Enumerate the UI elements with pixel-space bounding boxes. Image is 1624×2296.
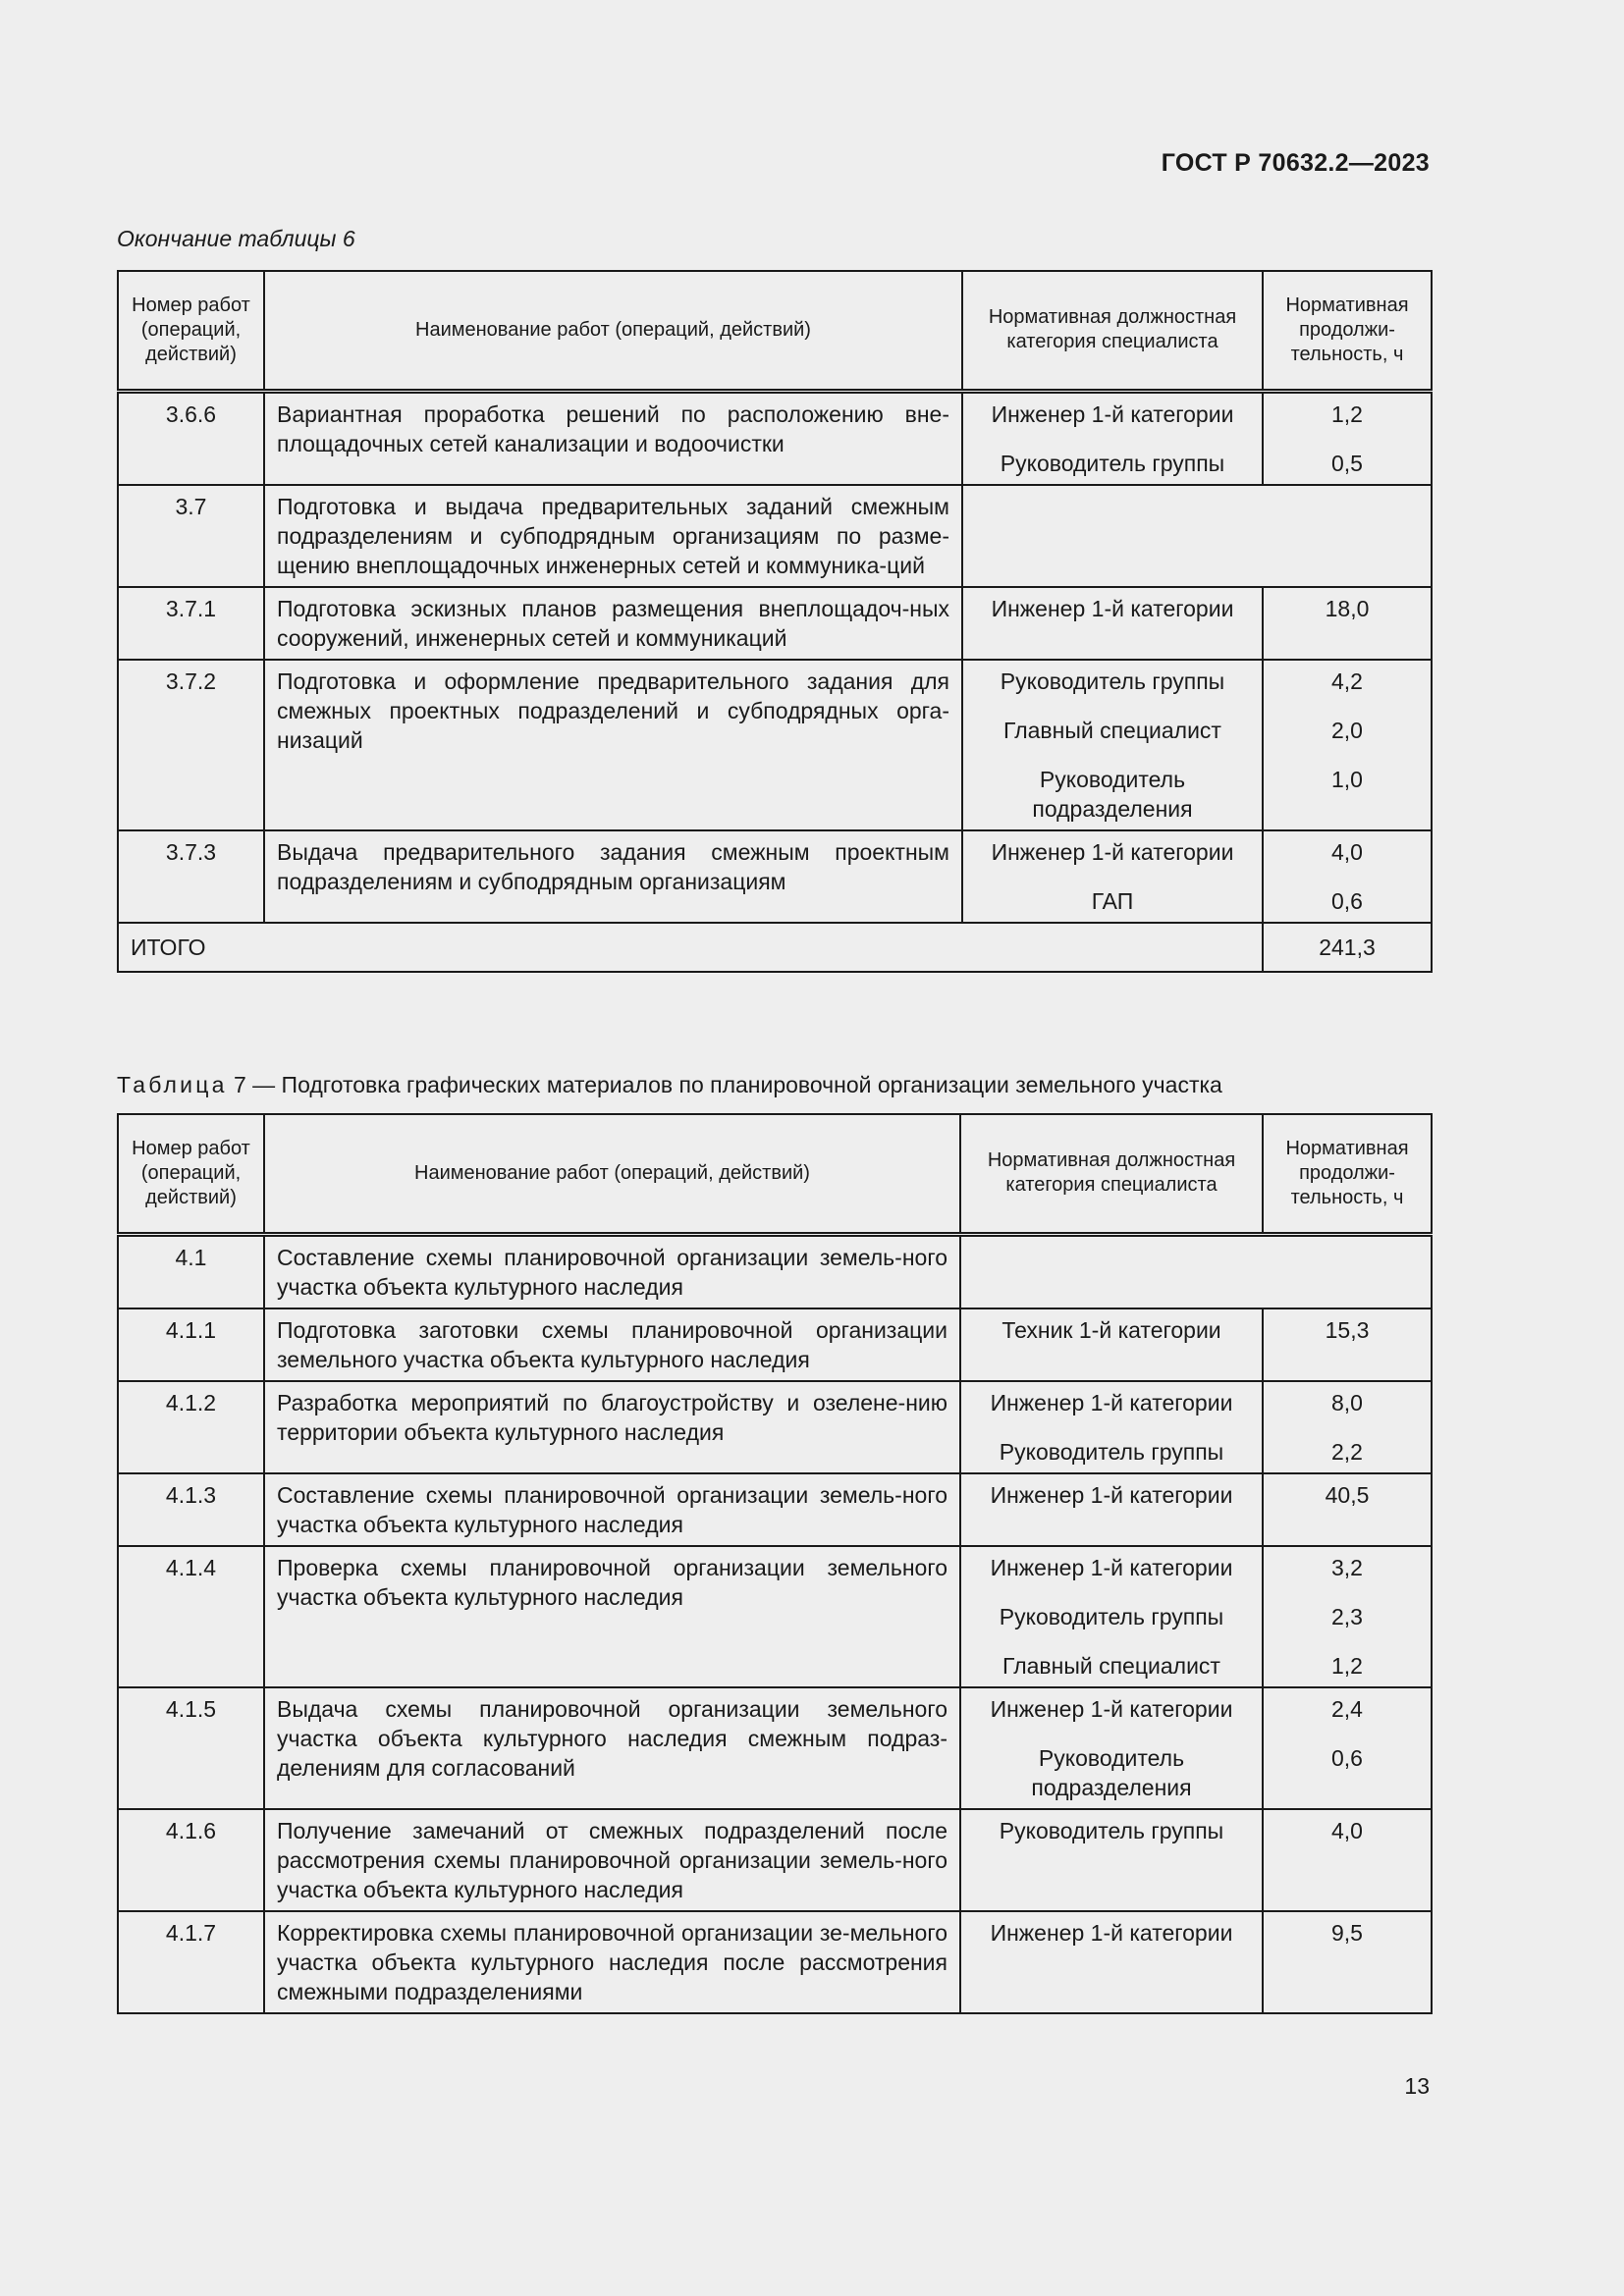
specialist-category: Инженер 1-й категории bbox=[990, 1389, 1233, 1415]
header-name: Наименование работ (операций, действий) bbox=[264, 1114, 960, 1234]
page-number: 13 bbox=[1404, 2073, 1430, 2099]
duration-value: 9,5 bbox=[1331, 1919, 1363, 1946]
work-name: Проверка схемы планировочной организации земельного участка объекта культурного наследия bbox=[264, 1546, 960, 1687]
work-name: Вариантная проработка решений по расположению вне-площадочных сетей канализации и водоочистки bbox=[264, 391, 962, 485]
specialist-category: Инженер 1-й категории bbox=[991, 595, 1234, 621]
specialist-category-cell bbox=[960, 1473, 1263, 1546]
work-number: 4.1.4 bbox=[118, 1546, 264, 1687]
header-num: Номер работ (операций, действий) bbox=[118, 271, 264, 391]
table-row bbox=[118, 1809, 1432, 1911]
specialist-category-cell bbox=[960, 1687, 1263, 1809]
header-name: Наименование работ (операций, действий) bbox=[264, 271, 962, 391]
work-number: 3.7.2 bbox=[118, 660, 264, 830]
table7-body bbox=[118, 1234, 1432, 2013]
total-value: 241,3 bbox=[1263, 923, 1432, 972]
work-name: Выдача схемы планировочной организации земельного участка объекта культурного наследия смежным подраз-делениям для согласований bbox=[264, 1687, 960, 1809]
duration-value: 4,2 bbox=[1331, 667, 1363, 694]
duration-value: 3,2 bbox=[1331, 1554, 1363, 1580]
table7-header-row bbox=[118, 1114, 1432, 1234]
specialist-category: Инженер 1-й категории bbox=[990, 1481, 1233, 1508]
duration-value: 40,5 bbox=[1325, 1481, 1370, 1508]
duration-cell bbox=[1263, 587, 1432, 660]
header-num: Номер работ (операций, действий) bbox=[118, 1114, 264, 1234]
duration-value: 0,5 bbox=[1331, 450, 1363, 476]
empty-cell bbox=[962, 485, 1432, 587]
table7-caption-prefix: Таблица bbox=[117, 1072, 228, 1097]
header-category: Нормативная должностная категория специалиста bbox=[960, 1114, 1263, 1234]
duration-value: 0,6 bbox=[1331, 1744, 1363, 1771]
table-row bbox=[118, 391, 1432, 485]
duration-value: 15,3 bbox=[1325, 1316, 1370, 1343]
table-row bbox=[118, 830, 1432, 923]
work-number: 3.7.1 bbox=[118, 587, 264, 660]
duration-cell bbox=[1263, 391, 1432, 485]
specialist-category: Техник 1-й категории bbox=[1001, 1316, 1221, 1343]
work-name: Разработка мероприятий по благоустройству и озелене-нию территории объекта культурного наследия bbox=[264, 1381, 960, 1473]
empty-cell bbox=[960, 1234, 1432, 1308]
table-row bbox=[118, 660, 1432, 830]
table-row bbox=[118, 485, 1432, 587]
work-number: 3.6.6 bbox=[118, 391, 264, 485]
work-name: Подготовка и оформление предварительного задания для смежных проектных подразделений и субподрядных орга-низаций bbox=[264, 660, 962, 830]
specialist-category: Инженер 1-й категории bbox=[990, 1919, 1233, 1946]
work-number: 4.1.7 bbox=[118, 1911, 264, 2013]
work-name: Выдача предварительного задания смежным проектным подразделениям и субподрядным организациям bbox=[264, 830, 962, 923]
table7 bbox=[117, 1113, 1433, 2014]
work-name: Составление схемы планировочной организации земель-ного участка объекта культурного наследия bbox=[264, 1234, 960, 1308]
table-row bbox=[118, 1308, 1432, 1381]
table-row bbox=[118, 1381, 1432, 1473]
specialist-category: Руководитель группы bbox=[999, 1817, 1224, 1843]
work-name: Составление схемы планировочной организации земель-ного участка объекта культурного наследия bbox=[264, 1473, 960, 1546]
duration-value: 1,2 bbox=[1331, 1652, 1363, 1679]
specialist-category: Инженер 1-й категории bbox=[991, 400, 1234, 427]
specialist-category-cell bbox=[960, 1809, 1263, 1911]
duration-value: 2,2 bbox=[1331, 1438, 1363, 1465]
specialist-category: Главный специалист bbox=[1002, 1652, 1220, 1679]
specialist-category: Инженер 1-й категории bbox=[991, 838, 1234, 865]
duration-cell bbox=[1263, 1809, 1432, 1911]
duration-value: 8,0 bbox=[1331, 1389, 1363, 1415]
specialist-category: Руководитель группы bbox=[999, 1603, 1224, 1629]
duration-cell bbox=[1263, 1473, 1432, 1546]
duration-value: 1,2 bbox=[1331, 400, 1363, 427]
duration-cell bbox=[1263, 1911, 1432, 2013]
table6 bbox=[117, 270, 1433, 973]
work-name: Подготовка заготовки схемы планировочной организации земельного участка объекта культурного наследия bbox=[264, 1308, 960, 1381]
table-row bbox=[118, 1234, 1432, 1308]
specialist-category: ГАП bbox=[1091, 887, 1134, 914]
duration-cell bbox=[1263, 830, 1432, 923]
specialist-category: Инженер 1-й категории bbox=[990, 1695, 1233, 1722]
duration-value: 1,0 bbox=[1331, 766, 1363, 792]
work-number: 4.1.2 bbox=[118, 1381, 264, 1473]
specialist-category-cell bbox=[962, 391, 1263, 485]
duration-value: 2,0 bbox=[1331, 717, 1363, 743]
table-row bbox=[118, 1473, 1432, 1546]
specialist-category-cell bbox=[960, 1381, 1263, 1473]
specialist-category-cell bbox=[962, 587, 1263, 660]
work-name: Подготовка эскизных планов размещения внеплощадоч-ных сооружений, инженерных сетей и коммуникаций bbox=[264, 587, 962, 660]
document-code: ГОСТ Р 70632.2—2023 bbox=[1161, 149, 1430, 177]
work-number: 4.1.6 bbox=[118, 1809, 264, 1911]
table-row bbox=[118, 1546, 1432, 1687]
specialist-category: Руководитель подразделения bbox=[1031, 1744, 1192, 1800]
table6-body bbox=[118, 391, 1432, 923]
work-name: Корректировка схемы планировочной организации зе-мельного участка объекта культурного наследия после рассмотрения смежными подразделениями bbox=[264, 1911, 960, 2013]
work-number: 4.1.5 bbox=[118, 1687, 264, 1809]
specialist-category: Главный специалист bbox=[1003, 717, 1221, 743]
header-duration: Нормативная продолжи-тельность, ч bbox=[1263, 271, 1432, 391]
table6-header-row bbox=[118, 271, 1432, 391]
duration-value: 0,6 bbox=[1331, 887, 1363, 914]
table-row bbox=[118, 587, 1432, 660]
work-number: 4.1.1 bbox=[118, 1308, 264, 1381]
specialist-category: Инженер 1-й категории bbox=[990, 1554, 1233, 1580]
work-number: 3.7.3 bbox=[118, 830, 264, 923]
table7-caption bbox=[117, 1072, 1222, 1098]
duration-cell bbox=[1263, 1308, 1432, 1381]
duration-value: 4,0 bbox=[1331, 838, 1363, 865]
duration-cell bbox=[1263, 1687, 1432, 1809]
specialist-category-cell bbox=[960, 1308, 1263, 1381]
table7-caption-text: 7 — Подготовка графических материалов по планировочной организации земельного участка bbox=[233, 1072, 1222, 1097]
table-row bbox=[118, 1687, 1432, 1809]
total-label: ИТОГО bbox=[118, 923, 1263, 972]
work-name: Получение замечаний от смежных подразделений после рассмотрения схемы планировочной организации земель-ного участка объекта культурного наследия bbox=[264, 1809, 960, 1911]
work-number: 4.1.3 bbox=[118, 1473, 264, 1546]
table-row bbox=[118, 1911, 1432, 2013]
specialist-category: Руководитель группы bbox=[1000, 450, 1225, 476]
duration-value: 4,0 bbox=[1331, 1817, 1363, 1843]
specialist-category: Руководитель группы bbox=[1000, 667, 1225, 694]
duration-cell bbox=[1263, 1381, 1432, 1473]
specialist-category-cell bbox=[960, 1911, 1263, 2013]
specialist-category-cell bbox=[962, 660, 1263, 830]
specialist-category-cell bbox=[962, 830, 1263, 923]
duration-value: 18,0 bbox=[1325, 595, 1370, 621]
header-category: Нормативная должностная категория специалиста bbox=[962, 271, 1263, 391]
header-duration: Нормативная продолжи-тельность, ч bbox=[1263, 1114, 1432, 1234]
duration-cell bbox=[1263, 660, 1432, 830]
work-number: 4.1 bbox=[118, 1234, 264, 1308]
table6-continuation-caption: Окончание таблицы 6 bbox=[117, 226, 355, 251]
duration-value: 2,3 bbox=[1331, 1603, 1363, 1629]
duration-cell bbox=[1263, 1546, 1432, 1687]
specialist-category: Руководитель подразделения bbox=[1032, 766, 1193, 822]
work-name: Подготовка и выдача предварительных заданий смежным подразделениям и субподрядным организациям по разме-щению внеплощадочных инженерных сетей и коммуника-ций bbox=[264, 485, 962, 587]
table6-total-row bbox=[118, 923, 1432, 972]
duration-value: 2,4 bbox=[1331, 1695, 1363, 1722]
specialist-category: Руководитель группы bbox=[999, 1438, 1224, 1465]
work-number: 3.7 bbox=[118, 485, 264, 587]
specialist-category-cell bbox=[960, 1546, 1263, 1687]
